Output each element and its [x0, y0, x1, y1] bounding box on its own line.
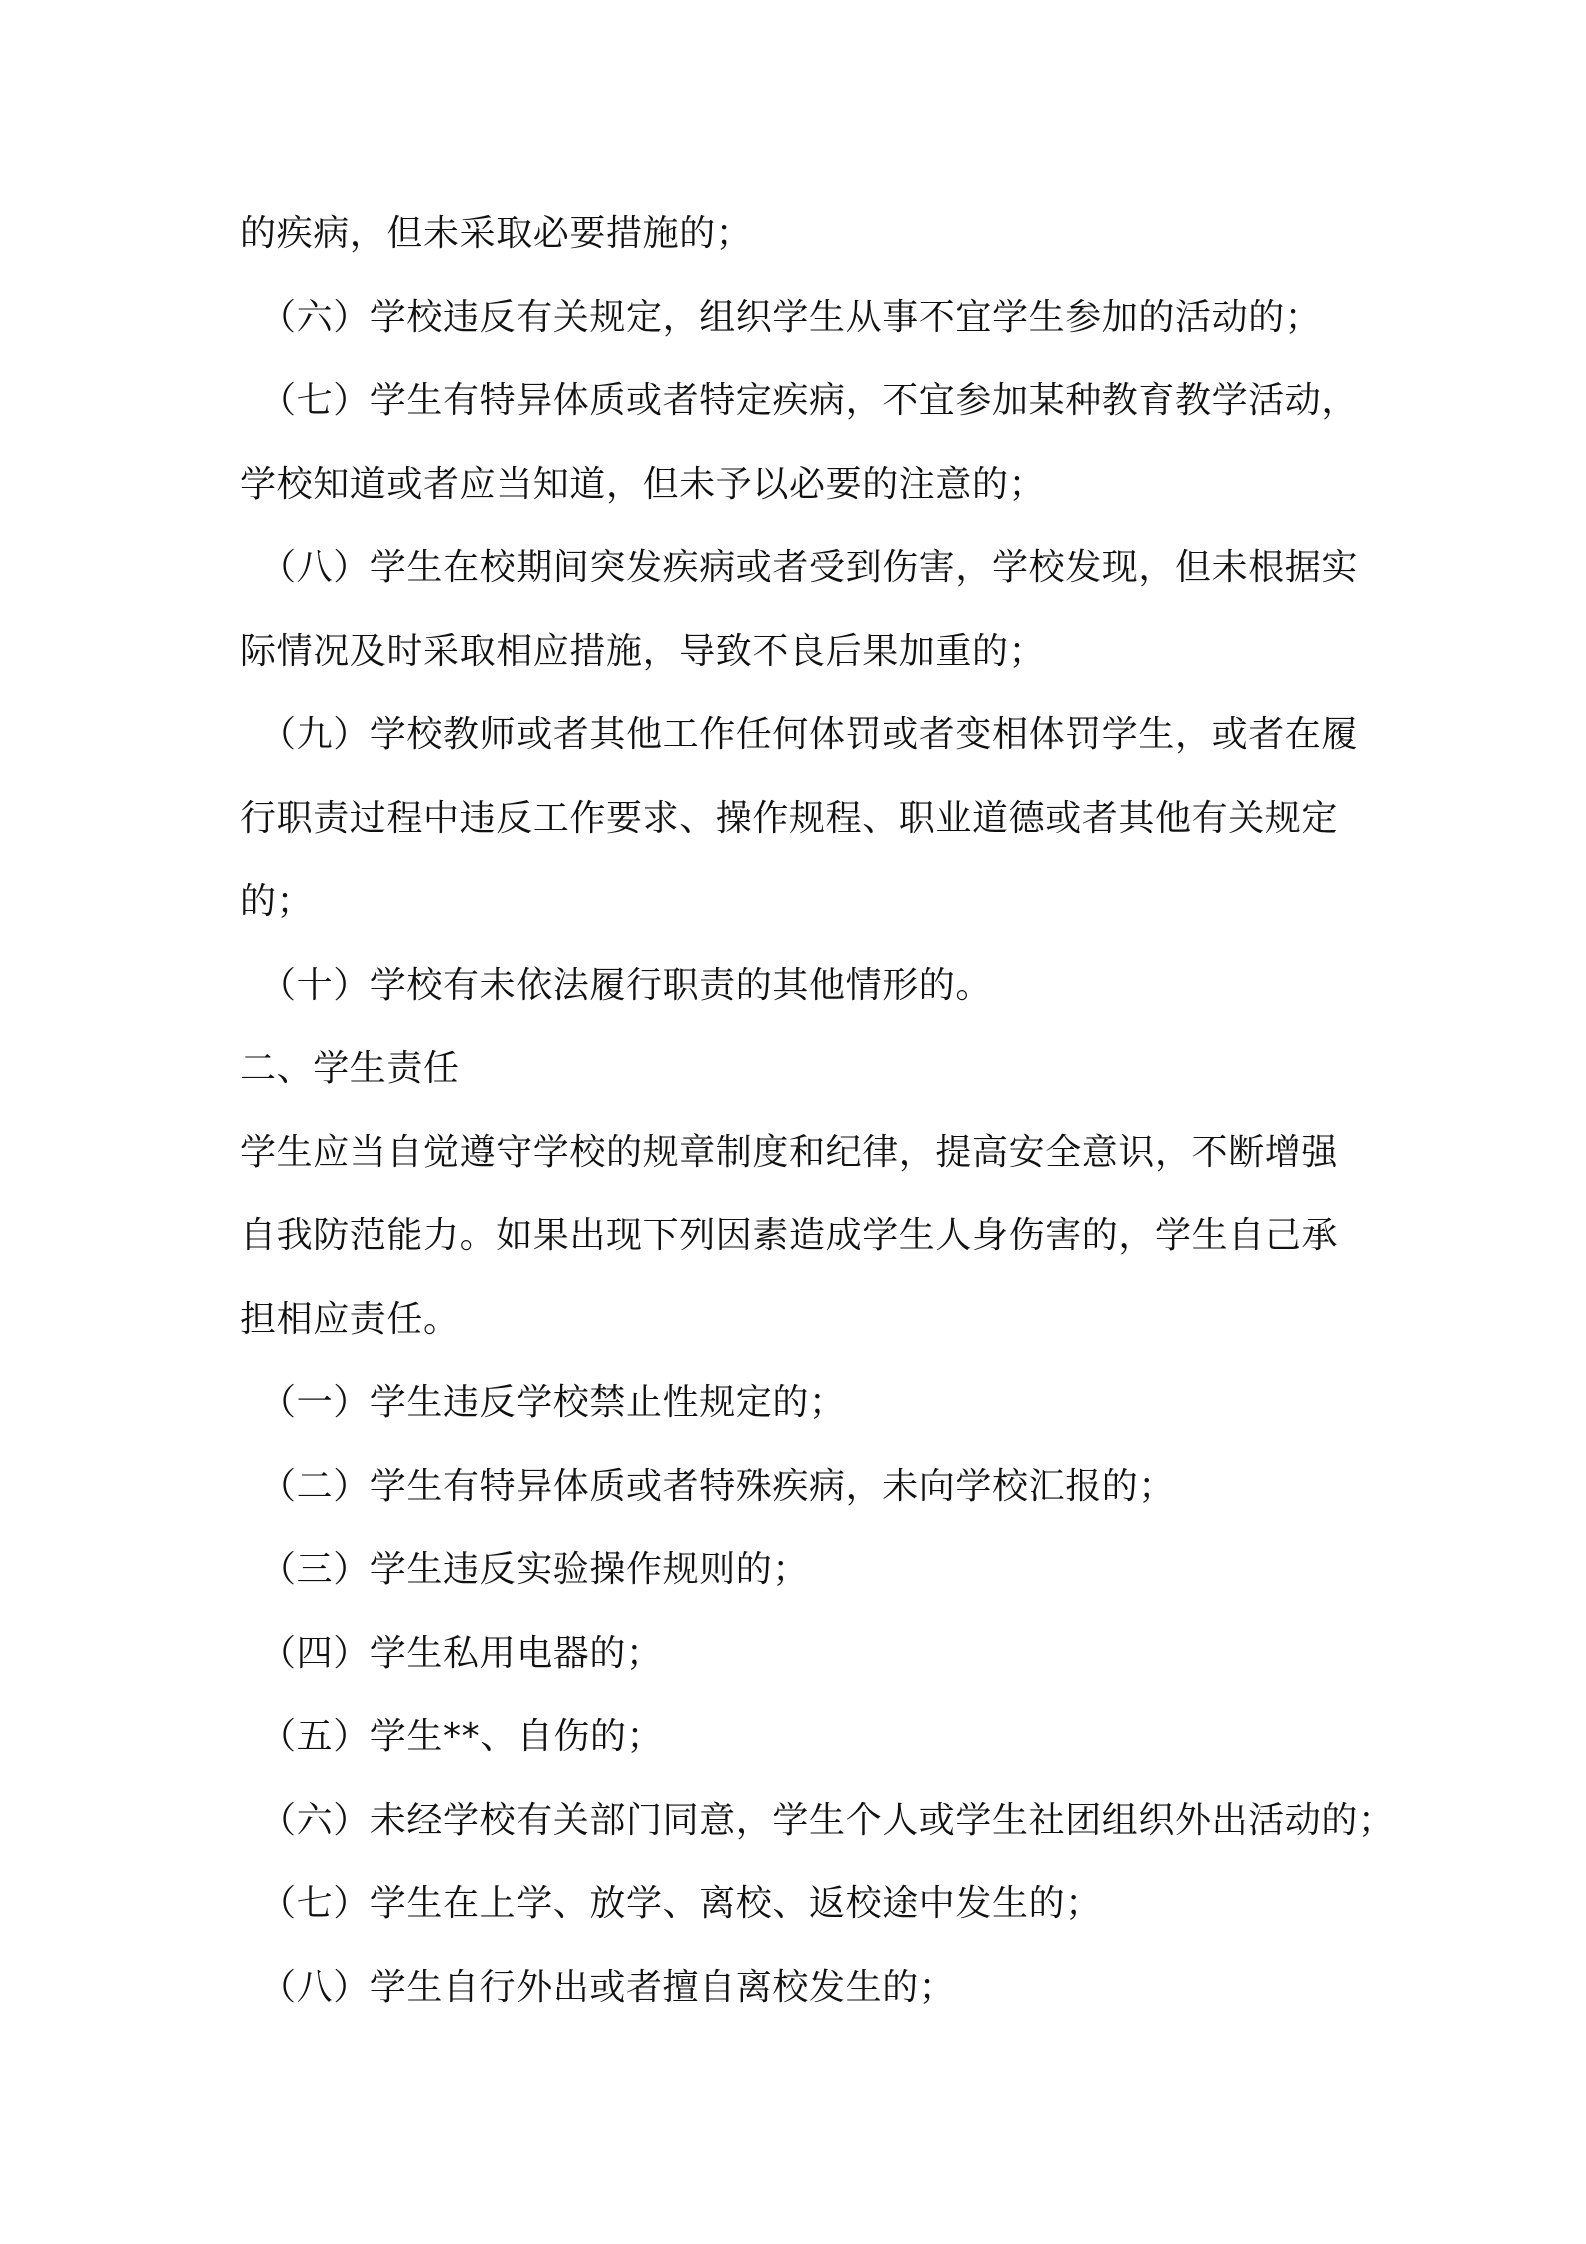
paragraph-line: 学生应当自觉遵守学校的规章制度和纪律，提高安全意识，不断增强 [240, 1131, 1339, 1173]
list-item-student-4: （四）学生私用电器的； [260, 1632, 663, 1674]
list-item-student-2: （二）学生有特异体质或者特殊疾病，未向学校汇报的； [260, 1465, 1176, 1507]
list-item-student-7: （七）学生在上学、放学、离校、返校途中发生的； [260, 1883, 1102, 1924]
list-item-school-10: （十）学校有未依法履行职责的其他情形的。 [260, 964, 993, 1006]
list-item-student-1: （一）学生违反学校禁止性规定的； [260, 1382, 846, 1423]
list-item-student-6: （六）未经学校有关部门同意，学生个人或学生社团组织外出活动的； [260, 1799, 1395, 1841]
document-body [240, 192, 1395, 2029]
paragraph-line: 担相应责任。 [240, 1298, 460, 1340]
paragraph-line: 的； [240, 881, 314, 922]
paragraph-line: 学校知道或者应当知道，但未予以必要的注意的； [240, 463, 1046, 505]
paragraph-line: 际情况及时采取相应措施，导致不良后果加重的； [240, 630, 1046, 672]
paragraph-line: 行职责过程中违反工作要求、操作规程、职业道德或者其他有关规定 [240, 797, 1339, 839]
paragraph-line: 的疾病，但未采取必要措施的； [240, 213, 753, 254]
paragraph-line: 自我防范能力。如果出现下列因素造成学生人身伤害的，学生自己承 [240, 1215, 1339, 1256]
list-item-school-7: （七）学生有特异体质或者特定疾病，不宜参加某种教育教学活动， [260, 380, 1359, 421]
list-item-school-8: （八）学生在校期间突发疾病或者受到伤害，学校发现，但未根据实 [260, 547, 1359, 588]
list-item-student-8: （八）学生自行外出或者擅自离校发生的； [260, 1966, 956, 2008]
list-item-school-9: （九）学校教师或者其他工作任何体罚或者变相体罚学生，或者在履 [260, 714, 1359, 755]
list-item-student-3: （三）学生违反实验操作规则的； [260, 1549, 810, 1590]
list-item-student-5: （五）学生**、自伤的； [260, 1716, 664, 1757]
list-item-school-6: （六）学校违反有关规定，组织学生从事不宜学生参加的活动的； [260, 296, 1322, 338]
section-heading: 二、学生责任 [240, 1048, 460, 1089]
